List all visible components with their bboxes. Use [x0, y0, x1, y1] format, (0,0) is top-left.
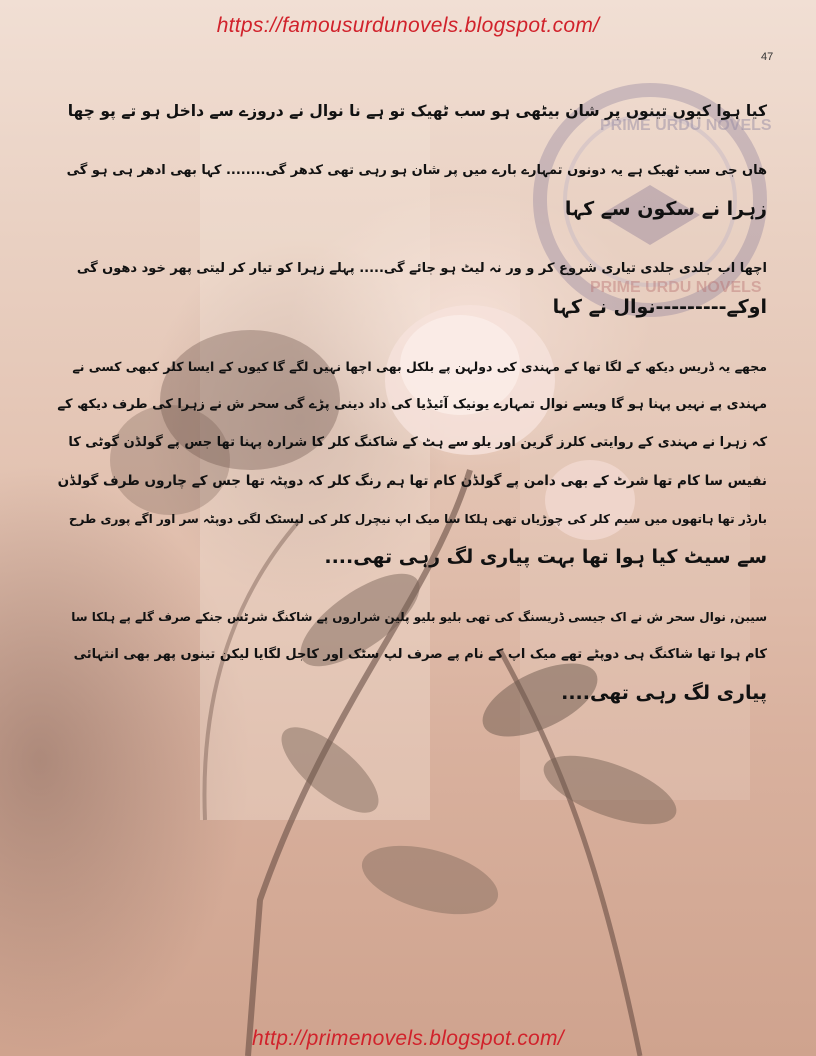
text-line: زہرا نے سکون سے کہا [564, 198, 767, 220]
text-line: سے سیٹ کیا ہوا تھا بہت پیاری لگ رہی تھی.... [324, 546, 767, 568]
footer-url[interactable]: http://primenovels.blogspot.com/ [252, 1027, 564, 1050]
text-line: نفیس سا کام تھا شرٹ کے بھی دامن پے گولڈن کام تھا ہم رنگ کلر کہ دوپٹہ تھا جس کے چاروں طرف گولڈن [57, 473, 767, 489]
text-line: اوکے---------نوال نے کہا [552, 296, 767, 318]
text-line: مجھے یہ ڈریس دیکھ کے لگا تھا کے مہندی کی دولہن پے بلکل بھی اچھا نہیں لگے گا کیوں کے ایسا کلر کبھی کسی نے [72, 359, 767, 374]
paragraph [55, 348, 767, 576]
novel-text [55, 92, 767, 734]
paragraph [55, 598, 767, 712]
watermark-text-top: PRIME URDU NOVELS [600, 117, 772, 134]
paragraph [55, 152, 767, 228]
paragraph [55, 92, 767, 130]
leaf-shape [355, 833, 506, 927]
text-line: ھاں جی سب ٹھیک ہے یہ دونوں تمہارے بارے میں پر شان ہو رہی تھی کدھر گی........ کہا بھی ادھر ہی ہو گی [66, 163, 767, 178]
watermark-text-bottom: PRIME URDU NOVELS [590, 279, 762, 296]
text-line: بارڈر تھا ہاتھوں میں سیم کلر کی چوڑیاں تھی ہلکا سا میک اپ نیچرل کلر کی لپسٹک لگی دوپٹہ سر اور اگے پوری طرح [68, 512, 767, 526]
text-line: اچھا اب جلدی جلدی تیاری شروع کر و ور نہ لیٹ ہو جائے گی..... پہلے زہرا کو تیار کر لیتی پھر خود دھوں گی [76, 261, 767, 276]
text-line: پیاری لگ رہی تھی.... [561, 682, 767, 704]
text-line: مہندی پے نہیں پہنا ہو گا ویسے نوال تمہارے یونیک آئیڈیا کی داد دینی پڑے گی سحر ش نے زہرا کی طرف دیکھ کے [57, 397, 767, 412]
page-number: 47 [761, 51, 774, 63]
text-line: کام ہوا تھا شاکنگ ہی دوپٹے تھے میک اپ کے نام پے صرف لپ سٹک اور کاجل لگایا لیکن تینوں پھر بھی انتہائی [73, 647, 767, 662]
paragraph [55, 250, 767, 326]
header-url[interactable]: https://famousurdunovels.blogspot.com/ [216, 14, 600, 37]
text-line: کہ زہرا نے مہندی کے روایتی کلرز گرین اور یلو سے ہٹ کے شاکنگ کلر کا شرارہ پہنا تھا جس پے گولڈن گوٹی کا [68, 435, 767, 450]
text-line: کیا ہوا کیوں تینوں پر شان بیٹھی ہو سب ٹھیک تو ہے نا نوال نے دروزے سے داخل ہو تے پو چھا [67, 102, 767, 120]
text-line: سیبن, نوال سحر ش نے اک جیسی ڈریسنگ کی تھی بلیو بلیو پلین شراروں پے شاکنگ شرٹس جنکے صرف گلے پے ہلکا سا [71, 610, 767, 624]
